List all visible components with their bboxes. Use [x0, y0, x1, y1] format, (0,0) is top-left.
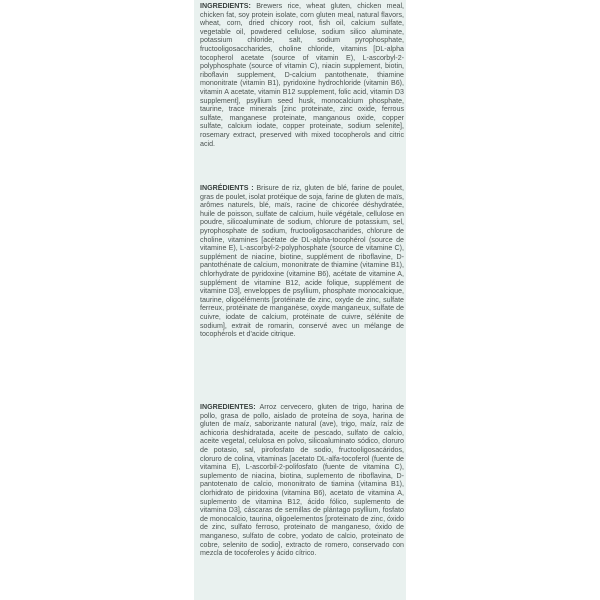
ingredients-french	[200, 184, 404, 339]
ingredients-heading-english: INGREDIENTS:	[200, 2, 257, 10]
ingredients-text-english: Brewers rice, wheat gluten, chicken meal, chicken fat, soy protein isolate, corn gluten meal, natural flavors, wheat, corn, dried chicory root, fish oil, calcium sulfate, vegetable oil, powdered cellulose, sodium silico aluminate, potassium chloride, salt, sodium pyrophosphate, fructooligosaccharides, choline chloride, vitamins [DL-alpha tocopherol acetate (source of vitamin E), L-ascorbyl-2-polyphosphate (source of vitamin C), niacin supplement, biotin, riboflavin supplement, D-calcium pantothenate, thiamine mononitrate (vitamin B1), pyridoxine hydrochloride (vitamin B6), vitamin A acetate, vitamin B12 supplement, folic acid, vitamin D3 supplement], psyllium seed husk, monocalcium phosphate, taurine, trace minerals [zinc proteinate, zinc oxide, ferrous sulfate, manganese proteinate, manganous oxide, copper sulfate, calcium iodate, copper proteinate, sodium selenite], rosemary extract, preserved with mixed tocopherols and citric acid.	[200, 2, 405, 148]
ingredients-english	[200, 2, 404, 148]
ingredients-heading-french: INGRÉDIENTS :	[200, 184, 257, 192]
ingredients-spanish	[200, 403, 404, 558]
ingredients-heading-spanish: INGREDIENTES:	[200, 403, 260, 411]
ingredient-label	[194, 0, 406, 600]
ingredients-text-spanish: Arroz cervecero, gluten de trigo, harina de pollo, grasa de pollo, aislado de proteína de soya, harina de gluten de maíz, saborizante natural (ave), trigo, maíz, raíz de achicoria deshidratada, aceite de pescado, sulfato de calcio, aceite vegetal, celulosa en polvo, silicoaluminato sódico, cloruro de potasio, sal, pirofosfato de sodio, fructooligosacáridos, cloruro de colina, vitaminas [acetato DL-alfa-tocoferol (fuente de vitamina E), L-ascorbil-2-polifosfato (fuente de vitamina C), suplemento de niacina, biotina, suplemento de riboflavina, D-pantotenato de calcio, mononitrato de tiamina (vitamina B1), clorhidrato de piridoxina (vitamina B6), acetato de vitamina A, suplemento de vitamina B12, ácido fólico, suplemento de vitamina D3], cáscaras de semillas de plántago psyllium, fosfato de monocalcio, taurina, oligoelementos [proteinato de zinc, óxido de zinc, sulfato ferroso, proteinato de manganeso, óxido de manganeso, sulfato de cobre, yodato de calcio, proteinato de cobre, selenito de sodio], extracto de romero, conservado con mezcla de tocoferoles y ácido cítrico.	[200, 403, 404, 558]
ingredients-text-french: Brisure de riz, gluten de blé, farine de poulet, gras de poulet, isolat protéique de soja, farine de gluten de maïs, arômes naturels, blé, maïs, racine de chicorée déshydratée, huile de poisson, sulfate de calcium, huile végétale, cellulose en poudre, silicoaluminate de sodium, chlorure de potassium, sel, pyrophosphate de sodium, fructooligosaccharides, chlorure de choline, vitamines [acétate de DL-alpha-tocophérol (source de vitamine E), L-ascorbyl-2-polyphosphate (source de vitamine C), supplément de niacine, biotine, supplément de riboflavine, D-pantothénate de calcium, mononitrate de thiamine (vitamine B1), chlorhydrate de pyridoxine (vitamine B6), acétate de vitamine A, supplément de vitamine B12, acide folique, supplément de vitamine D3], enveloppes de psyllium, phosphate monocalcique, taurine, oligoéléments [protéinate de zinc, oxyde de zinc, sulfate ferreux, protéinate de manganèse, oxyde manganeux, sulfate de cuivre, iodate de calcium, protéinate de cuivre, sélénite de sodium], extrait de romarin, conservé avec un mélange de tocophérols et d'acide citrique.	[200, 184, 404, 339]
